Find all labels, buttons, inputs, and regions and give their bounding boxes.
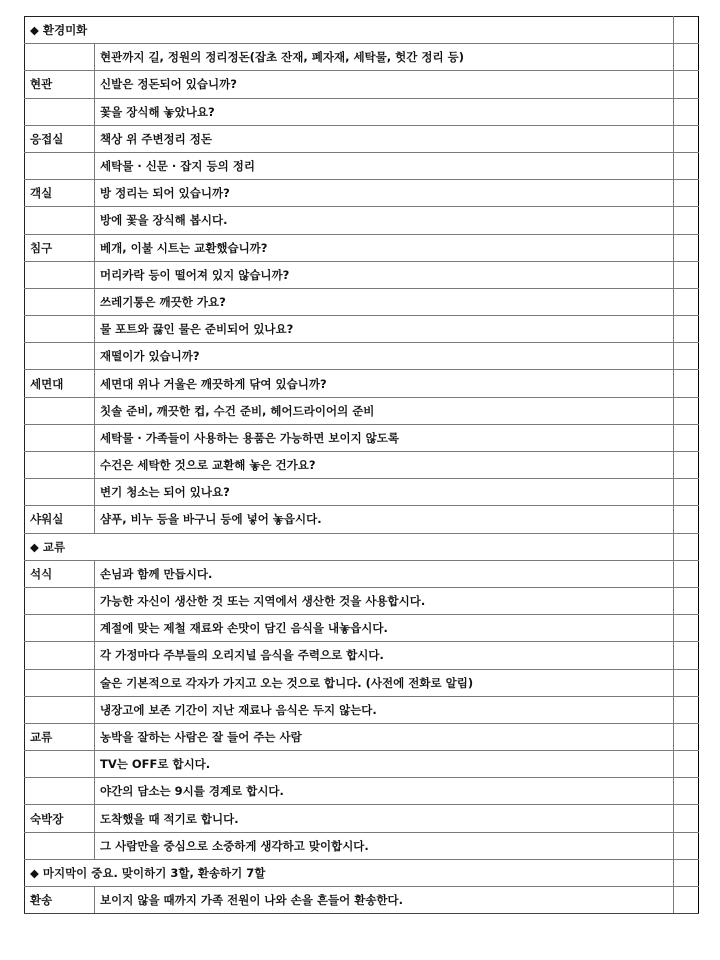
item-cell: 현관까지 길, 정원의 정리정돈(잡초 잔재, 폐자재, 세탁물, 헛간 정리 등) [95,44,674,71]
place-cell [25,44,95,71]
item-cell: 방 정리는 되어 있습니까? [95,180,674,207]
table-row [25,152,699,179]
table-row [25,397,699,424]
table-row [25,642,699,669]
table-row [25,723,699,750]
check-cell[interactable] [674,180,699,207]
section-title: 마지막이 중요. 맞이하기 3할, 환송하기 7할 [42,865,266,880]
item-cell: 세면대 위나 거울은 깨끗하게 닦여 있습니까? [95,370,674,397]
item-cell: 각 가정마다 주부들의 오리지널 음식을 주력으로 합시다. [95,642,674,669]
table-row [25,44,699,71]
place-cell: 샤워실 [25,506,95,533]
table-row [25,370,699,397]
item-cell: 칫솔 준비, 깨끗한 컵, 수건 준비, 헤어드라이어의 준비 [95,397,674,424]
check-cell[interactable] [674,152,699,179]
place-cell: 교류 [25,723,95,750]
check-cell[interactable] [674,397,699,424]
check-cell[interactable] [674,615,699,642]
check-cell[interactable] [674,696,699,723]
check-cell[interactable] [674,887,699,914]
place-cell [25,343,95,370]
item-cell: 계절에 맞는 제철 재료와 손맛이 담긴 음식을 내놓읍시다. [95,615,674,642]
table-row [25,316,699,343]
check-cell[interactable] [674,234,699,261]
table-row [25,71,699,98]
item-cell: 수건은 세탁한 것으로 교환해 놓은 건가요? [95,452,674,479]
table-row [25,778,699,805]
section-header-row [25,17,699,44]
place-cell [25,152,95,179]
check-cell[interactable] [674,370,699,397]
section-header [25,533,674,560]
section-title: 교류 [42,539,66,554]
check-cell[interactable] [674,506,699,533]
place-cell [25,316,95,343]
section-header-row [25,533,699,560]
check-cell[interactable] [674,778,699,805]
item-cell: 샴푸, 비누 등을 바구니 등에 넣어 놓읍시다. [95,506,674,533]
checklist-table [24,16,699,914]
item-cell: 농박을 잘하는 사람은 잘 들어 주는 사람 [95,723,674,750]
item-cell: 야간의 담소는 9시를 경계로 합시다. [95,778,674,805]
table-row [25,343,699,370]
place-cell [25,98,95,125]
table-row [25,288,699,315]
place-cell [25,832,95,859]
check-cell[interactable] [674,207,699,234]
item-cell: 쓰레기통은 깨끗한 가요? [95,288,674,315]
table-row [25,98,699,125]
diamond-bullet-icon: ◆ [30,23,39,38]
section-header [25,17,674,44]
section-header-row [25,859,699,886]
place-cell [25,615,95,642]
place-cell [25,669,95,696]
item-cell: 세탁물 · 가족들이 사용하는 용품은 가능하면 보이지 않도록 [95,424,674,451]
check-cell[interactable] [674,424,699,451]
table-row [25,234,699,261]
table-row [25,587,699,614]
check-cell[interactable] [674,805,699,832]
item-cell: 물 포트와 끓인 물은 준비되어 있나요? [95,316,674,343]
check-cell[interactable] [674,587,699,614]
item-cell: 술은 기본적으로 각자가 가지고 오는 것으로 합니다. (사전에 전화로 알림) [95,669,674,696]
item-cell: 책상 위 주변정리 정돈 [95,125,674,152]
check-cell[interactable] [674,288,699,315]
table-row [25,452,699,479]
check-cell[interactable] [674,125,699,152]
table-row [25,560,699,587]
item-cell: 그 사람만을 중심으로 소중하게 생각하고 맞이합시다. [95,832,674,859]
table-row [25,832,699,859]
check-cell[interactable] [674,261,699,288]
checklist-body [25,17,699,914]
section-header [25,859,674,886]
item-cell: 손님과 함께 만듭시다. [95,560,674,587]
place-cell [25,778,95,805]
table-row [25,125,699,152]
check-cell[interactable] [674,452,699,479]
item-cell: 변기 청소는 되어 있나요? [95,479,674,506]
diamond-bullet-icon: ◆ [30,539,39,554]
table-row [25,424,699,451]
table-row [25,805,699,832]
check-cell[interactable] [674,479,699,506]
place-cell [25,397,95,424]
table-row [25,180,699,207]
item-cell: 꽃을 장식해 놓았나요? [95,98,674,125]
check-cell[interactable] [674,859,699,886]
check-cell[interactable] [674,642,699,669]
check-cell[interactable] [674,316,699,343]
table-row [25,887,699,914]
place-cell: 침구 [25,234,95,261]
check-cell[interactable] [674,832,699,859]
diamond-bullet-icon: ◆ [30,865,39,880]
item-cell: 재떨이가 있습니까? [95,343,674,370]
check-cell[interactable] [674,44,699,71]
place-cell [25,587,95,614]
table-row [25,751,699,778]
check-cell[interactable] [674,751,699,778]
check-cell[interactable] [674,343,699,370]
place-cell [25,207,95,234]
item-cell: 세탁물 · 신문 · 잡지 등의 정리 [95,152,674,179]
check-cell[interactable] [674,71,699,98]
table-row [25,207,699,234]
check-cell[interactable] [674,560,699,587]
item-cell: 냉장고에 보존 기간이 지난 재료나 음식은 두지 않는다. [95,696,674,723]
place-cell [25,479,95,506]
item-cell: 도착했을 때 적기로 합니다. [95,805,674,832]
place-cell: 세면대 [25,370,95,397]
table-row [25,615,699,642]
place-cell [25,424,95,451]
place-cell: 숙박장 [25,805,95,832]
place-cell [25,452,95,479]
item-cell: 보이지 않을 때까지 가족 전원이 나와 손을 흔들어 환송한다. [95,887,674,914]
place-cell: 석식 [25,560,95,587]
table-row [25,479,699,506]
place-cell [25,751,95,778]
item-cell: 방에 꽃을 장식해 봅시다. [95,207,674,234]
item-cell: 베개, 이불 시트는 교환했습니까? [95,234,674,261]
item-cell: TV는 OFF로 합시다. [95,751,674,778]
section-title: 환경미화 [42,23,88,38]
place-cell [25,261,95,288]
check-cell[interactable] [674,98,699,125]
place-cell [25,288,95,315]
table-row [25,696,699,723]
item-cell: 신발은 정돈되어 있습니까? [95,71,674,98]
place-cell [25,642,95,669]
table-row [25,506,699,533]
check-cell[interactable] [674,669,699,696]
place-cell: 현관 [25,71,95,98]
check-cell[interactable] [674,17,699,44]
item-cell: 가능한 자신이 생산한 것 또는 지역에서 생산한 것을 사용합시다. [95,587,674,614]
place-cell [25,696,95,723]
place-cell: 응접실 [25,125,95,152]
check-cell[interactable] [674,723,699,750]
table-row [25,669,699,696]
check-cell[interactable] [674,533,699,560]
place-cell: 객실 [25,180,95,207]
table-row [25,261,699,288]
item-cell: 머리카락 등이 떨어져 있지 않습니까? [95,261,674,288]
place-cell: 환송 [25,887,95,914]
